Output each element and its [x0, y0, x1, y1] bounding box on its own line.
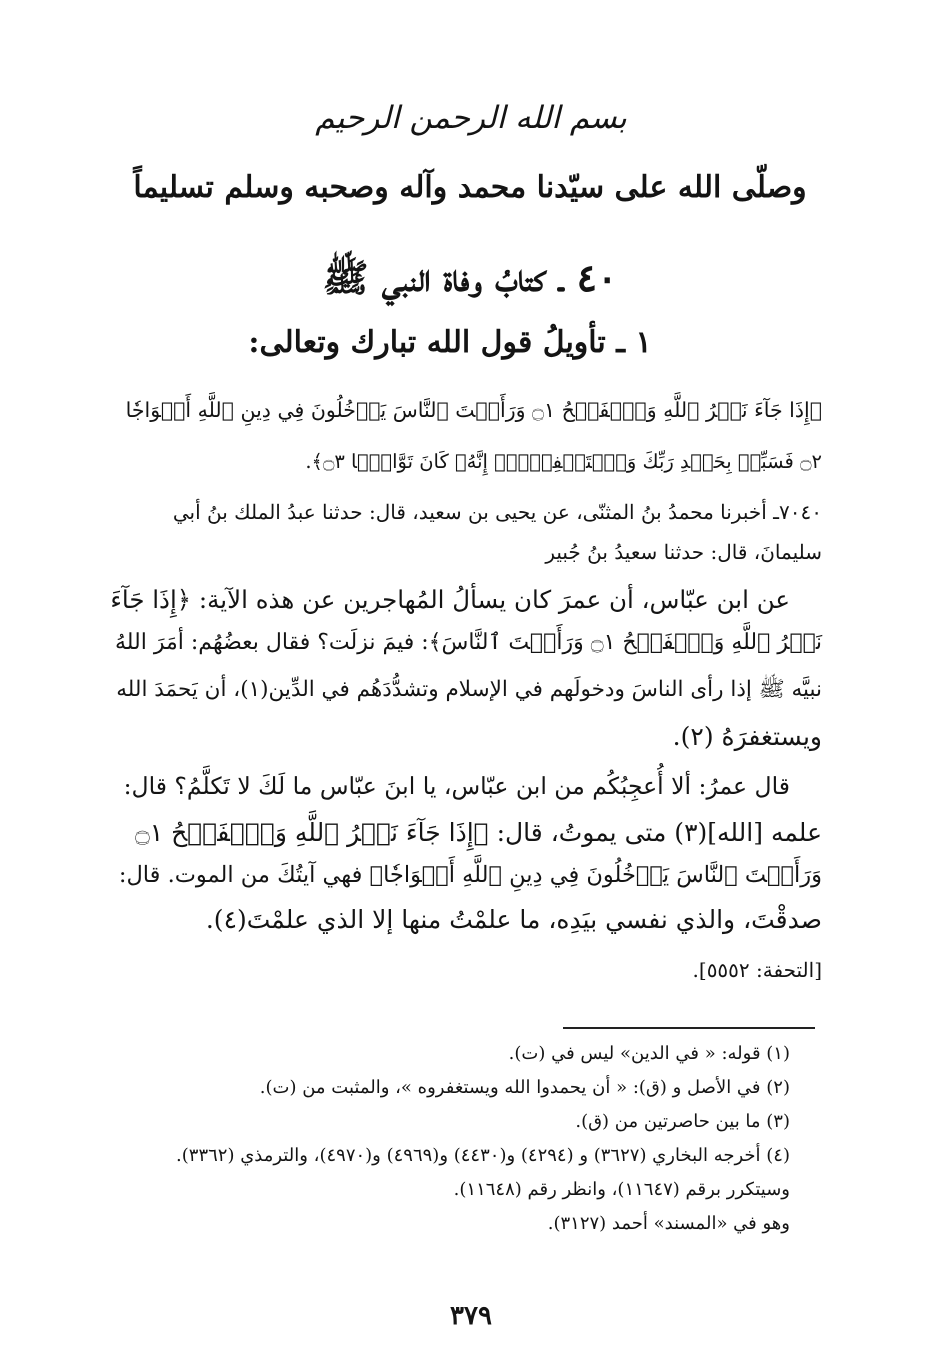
basmala: بسم الله الرحمن الرحيم	[315, 100, 627, 136]
book-title: ٤٠ ـ كتابُ وفاة النبي ﷺ	[322, 255, 618, 300]
quran-verse-line-2: ۝٢ فَسَبِّحۡ بِحَمۡدِ رَبِّكَ وَٱسۡتَغۡفِرۡهُۚ إِنَّهُۥ كَانَ تَوَّابَۢا ۝٣﴾.	[305, 450, 822, 473]
footnote-1: (١) قوله: « في الدين» ليس في (ت).	[508, 1043, 790, 1064]
hadith-matn-line: عن ابن عبّاس، أن عمرَ كان يسألُ المُهاجرين عن هذه الآية: ﴿إِذَا جَآءَ	[110, 585, 790, 614]
page-number: ٣٧٩	[450, 1301, 492, 1331]
hadith-isnad-line-2: سليمانَ، قال: حدثنا سعيدُ بنُ جُبير	[545, 540, 822, 564]
hadith-matn-line: علمه [الله](٣) متى يموتُ، قال: ﴿إِذَا جَآءَ نَصۡرُ ٱللَّهِ وَٱلۡفَتۡحُ ۝١	[135, 818, 822, 847]
hadith-isnad-line-1: ٧٠٤٠ـ أخبرنا محمدُ بنُ المثنّى، عن يحيى بن سعيد، قال: حدثنا عبدُ الملك بنُ أبي	[172, 500, 822, 524]
hadith-matn-line: نَصۡرُ ٱللَّهِ وَٱلۡفَتۡحُ ۝١ وَرَأَيۡتَ ٱلنَّاسَ﴾: فيمَ نزلَت؟ فقال بعضُهُم: أمَرَ اللهُ	[114, 630, 822, 655]
hadith-matn-line: صدقْتَ، والذي نفسي بيَدِه، ما علمْتُ منها إلا الذي علمْتَ(٤).	[205, 905, 822, 934]
chapter-title: ١ ـ تأويلُ قول الله تبارك وتعالى:	[248, 325, 652, 360]
quran-verse-line-1: ﴿إِذَا جَآءَ نَصۡرُ ٱللَّهِ وَٱلۡفَتۡحُ ۝١ وَرَأَيۡتَ ٱلنَّاسَ يَدۡخُلُونَ فِي دِينِ ٱللَّهِ أَفۡوَاجٗا	[125, 398, 822, 422]
footnote-4-continued: وهو في «المسند» أحمد (٣١٢٧).	[547, 1213, 790, 1234]
salawat-line: وصلّى الله على سيّدنا محمد وآله وصحبه وسلم تسليماً	[133, 170, 807, 205]
footnote-3: (٣) ما بين حاصرتين من (ق).	[575, 1111, 790, 1132]
hadith-matn-line: وَرَأَيۡتَ ٱلنَّاسَ يَدۡخُلُونَ فِي دِينِ ٱللَّهِ أَفۡوَاجٗا﴾ فهي آيتُكَ من الموت. قال:	[118, 862, 822, 888]
footnote-4: (٤) أخرجه البخاري (٣٦٢٧) و (٤٢٩٤) و(٤٤٣٠) و(٤٩٦٩) و(٤٩٧٠)، والترمذي (٣٣٦٢).	[176, 1145, 790, 1166]
footnote-divider	[563, 1027, 815, 1029]
hadith-matn-line: نبيَّه ﷺ إذا رأى الناسَ ودخولَهم في الإسلام وتشدُّدَهُم في الدِّين(١)، أن يَحمَدَ الله	[116, 677, 822, 702]
hadith-matn-line: قال عمرُ: ألا أُعجِبُكُم من ابن عبّاس، يا ابنَ عبّاس ما لَكَ لا تَكلَّمُ؟ قال:	[123, 772, 790, 800]
footnote-4-continued: وسيتكرر برقم (١١٦٤٧)، وانظر رقم (١١٦٤٨).	[453, 1179, 790, 1200]
footnote-2: (٢) في الأصل و (ق): « أن يحمدوا الله ويستغفروه »، والمثبت من (ت).	[259, 1077, 790, 1098]
hadith-matn-line: ويستغفرَهُ (٢).	[672, 722, 822, 751]
tuhfa-reference: [التحفة: ٥٥٥٢].	[692, 958, 822, 982]
